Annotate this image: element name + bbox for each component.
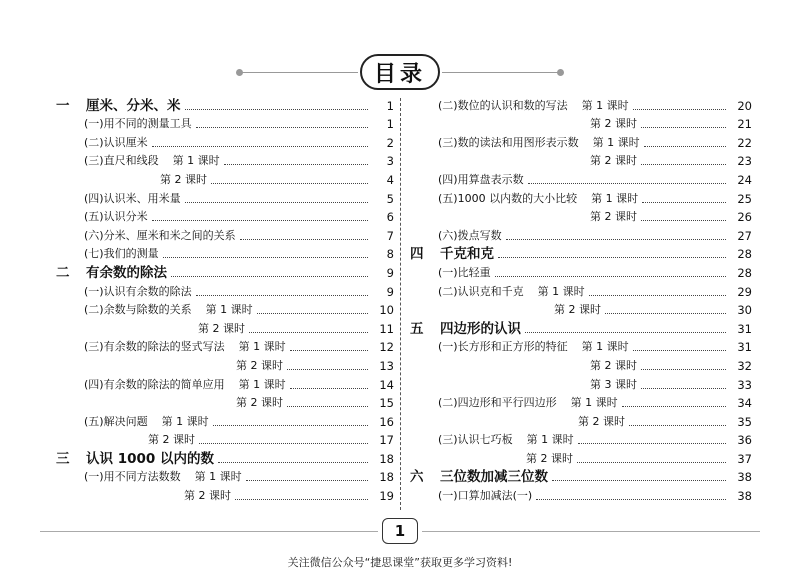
page-number: 12 xyxy=(379,340,394,355)
section-title: (五)1000 以内数的大小比较 xyxy=(438,191,578,205)
page-title: 目录 xyxy=(360,54,440,90)
lesson-label: 第 2 课时 xyxy=(590,210,637,224)
page-number: 9 xyxy=(386,284,394,299)
section-title: (三)直尺和线段 xyxy=(84,154,159,168)
toc-section-row[interactable] xyxy=(56,131,394,150)
toc-chapter-row[interactable] xyxy=(56,261,394,280)
page-number: 5 xyxy=(386,191,394,206)
lesson-label: 第 2 课时 xyxy=(590,154,637,168)
toc-lesson-row[interactable] xyxy=(410,373,752,392)
page-number: 16 xyxy=(379,414,394,429)
dot-leader xyxy=(536,499,726,500)
dot-leader xyxy=(199,443,368,444)
lesson-label: 第 2 课时 xyxy=(236,396,283,410)
section-title: (四)有余数的除法的简单应用 xyxy=(84,377,225,391)
lesson-label: 第 1 课时 xyxy=(592,135,640,149)
lesson-label: 第 2 课时 xyxy=(236,358,283,372)
dot-leader xyxy=(506,239,726,240)
toc-section-row[interactable] xyxy=(56,466,394,485)
page-number: 28 xyxy=(737,247,752,262)
toc-lesson-row[interactable] xyxy=(56,168,394,187)
page-number: 15 xyxy=(379,396,394,411)
toc-lesson-row[interactable] xyxy=(410,150,752,169)
page-number: 33 xyxy=(737,377,752,392)
dot-leader xyxy=(211,183,368,184)
toc-section-row[interactable] xyxy=(56,206,394,225)
page-number: 1 xyxy=(386,98,394,113)
toc-section-row[interactable] xyxy=(56,187,394,206)
page-number: 20 xyxy=(737,98,752,113)
page-number: 22 xyxy=(737,135,752,150)
section-title: (二)认识克和千克 xyxy=(438,284,524,298)
dot-leader xyxy=(249,332,368,333)
dot-leader xyxy=(152,146,368,147)
dot-leader xyxy=(633,350,726,351)
dot-leader xyxy=(235,499,368,500)
dot-leader xyxy=(196,295,368,296)
page-number: 34 xyxy=(737,396,752,411)
chapter-title: 四边形的认识 xyxy=(440,320,521,337)
toc-section-row[interactable] xyxy=(410,187,752,206)
dot-leader xyxy=(224,164,368,165)
section-title: (六)拨点写数 xyxy=(438,228,502,242)
lesson-label: 第 2 课时 xyxy=(554,303,601,317)
page-number: 25 xyxy=(737,191,752,206)
page-number: 17 xyxy=(379,433,394,448)
footer-rule-right xyxy=(422,531,760,532)
toc-lesson-row[interactable] xyxy=(410,354,752,373)
chapter-title: 三位数加减三位数 xyxy=(440,469,548,486)
chapter-number: 五 xyxy=(410,320,424,337)
page-number: 31 xyxy=(737,321,752,336)
toc-lesson-row[interactable] xyxy=(56,484,394,503)
toc-lesson-row[interactable] xyxy=(56,354,394,373)
section-title: (二)认识厘米 xyxy=(84,135,148,149)
section-title: (二)四边形和平行四边形 xyxy=(438,396,557,410)
toc-section-row[interactable] xyxy=(56,224,394,243)
toc-section-row[interactable] xyxy=(56,299,394,318)
page-number: 6 xyxy=(386,210,394,225)
dot-leader xyxy=(287,406,368,407)
dot-leader xyxy=(290,388,368,389)
dot-leader xyxy=(287,369,368,370)
dot-leader xyxy=(605,313,726,314)
lesson-label: 第 3 课时 xyxy=(590,377,637,391)
lesson-label: 第 2 课时 xyxy=(590,117,637,131)
chapter-number: 六 xyxy=(410,469,424,486)
section-title: (一)认识有余数的除法 xyxy=(84,284,192,298)
lesson-label: 第 1 课时 xyxy=(581,98,629,112)
dot-leader xyxy=(240,239,368,240)
page-number-badge: 1 xyxy=(382,518,418,544)
dot-leader xyxy=(185,109,369,110)
dot-leader xyxy=(629,425,726,426)
toc-lesson-row[interactable] xyxy=(410,113,752,132)
section-title: (六)分米、厘米和米之间的关系 xyxy=(84,228,236,242)
lesson-label: 第 1 课时 xyxy=(205,303,253,317)
toc-section-row[interactable] xyxy=(56,410,394,429)
section-title: (一)口算加减法(一) xyxy=(438,489,533,503)
dot-leader xyxy=(641,127,726,128)
toc-section-row[interactable] xyxy=(410,484,752,503)
page-number: 8 xyxy=(386,247,394,262)
dot-leader xyxy=(641,220,726,221)
toc-chapter-row[interactable] xyxy=(56,447,394,466)
section-title: (一)用不同的测量工具 xyxy=(84,117,192,131)
dot-leader xyxy=(552,480,726,481)
dot-leader xyxy=(196,127,368,128)
page-number: 21 xyxy=(737,117,752,132)
section-title: (五)解决问题 xyxy=(84,414,148,428)
section-title: (二)余数与除数的关系 xyxy=(84,303,192,317)
lesson-label: 第 1 课时 xyxy=(537,284,585,298)
page-number: 4 xyxy=(386,172,394,187)
section-title: (二)数位的认识和数的写法 xyxy=(438,98,568,112)
page-number: 23 xyxy=(737,154,752,169)
lesson-label: 第 2 课时 xyxy=(160,172,207,186)
toc-section-row[interactable] xyxy=(410,168,752,187)
page-number: 24 xyxy=(737,172,752,187)
lesson-label: 第 1 课时 xyxy=(172,154,220,168)
section-title: (一)用不同方法数数 xyxy=(84,470,181,484)
toc-section-row[interactable] xyxy=(56,113,394,132)
dot-leader xyxy=(642,202,726,203)
title-rule-dot-left xyxy=(236,69,243,76)
page-number: 7 xyxy=(386,228,394,243)
column-divider xyxy=(400,98,401,510)
lesson-label: 第 1 课时 xyxy=(526,433,574,447)
dot-leader xyxy=(641,388,726,389)
dot-leader xyxy=(185,202,368,203)
lesson-label: 第 1 课时 xyxy=(238,377,286,391)
toc-lesson-row[interactable] xyxy=(410,206,752,225)
lesson-label: 第 1 课时 xyxy=(581,340,629,354)
lesson-label: 第 2 课时 xyxy=(198,321,245,335)
footer-rule-left xyxy=(40,531,378,532)
dot-leader xyxy=(163,257,368,258)
toc-section-row[interactable] xyxy=(56,373,394,392)
page-number: 1 xyxy=(386,117,394,132)
toc-section-row[interactable] xyxy=(410,131,752,150)
page-number: 31 xyxy=(737,340,752,355)
chapter-title: 有余数的除法 xyxy=(86,264,167,281)
page-number: 26 xyxy=(737,210,752,225)
page-number: 29 xyxy=(737,284,752,299)
lesson-label: 第 2 课时 xyxy=(590,358,637,372)
dot-leader xyxy=(578,443,726,444)
toc-section-row[interactable] xyxy=(56,336,394,355)
toc-chapter-row[interactable] xyxy=(410,243,752,262)
lesson-label: 第 2 课时 xyxy=(526,451,573,465)
page-number: 38 xyxy=(737,489,752,504)
section-title: (七)我们的测量 xyxy=(84,247,159,261)
dot-leader xyxy=(644,146,726,147)
toc-section-row[interactable] xyxy=(410,336,752,355)
toc-lesson-row[interactable] xyxy=(410,447,752,466)
page-number: 30 xyxy=(737,303,752,318)
lesson-label: 第 2 课时 xyxy=(184,489,231,503)
lesson-label: 第 1 课时 xyxy=(570,396,618,410)
lesson-label: 第 1 课时 xyxy=(161,414,209,428)
page-number: 35 xyxy=(737,414,752,429)
section-title: (五)认识分米 xyxy=(84,210,148,224)
toc-lesson-row[interactable] xyxy=(410,410,752,429)
chapter-number: 四 xyxy=(410,246,424,263)
lesson-label: 第 2 课时 xyxy=(148,433,195,447)
toc-section-row[interactable] xyxy=(410,429,752,448)
toc-lesson-row[interactable] xyxy=(56,392,394,411)
dot-leader xyxy=(641,369,726,370)
section-title: (四)认识米、用米量 xyxy=(84,191,181,205)
chapter-number: 二 xyxy=(56,264,70,281)
lesson-label: 第 1 课时 xyxy=(238,340,286,354)
toc-lesson-row[interactable] xyxy=(56,317,394,336)
page-number: 3 xyxy=(386,154,394,169)
page-number: 32 xyxy=(737,358,752,373)
toc-section-row[interactable] xyxy=(56,150,394,169)
dot-leader xyxy=(498,257,726,258)
dot-leader xyxy=(622,406,726,407)
dot-leader xyxy=(633,109,726,110)
chapter-title: 厘米、分米、米 xyxy=(86,97,181,114)
page-number: 14 xyxy=(379,377,394,392)
page-number: 18 xyxy=(379,470,394,485)
dot-leader xyxy=(213,425,368,426)
dot-leader xyxy=(495,276,726,277)
toc-section-row[interactable] xyxy=(410,280,752,299)
toc-section-row[interactable] xyxy=(410,94,752,113)
title-rule-dot-right xyxy=(557,69,564,76)
toc-chapter-row[interactable] xyxy=(410,317,752,336)
chapter-title: 千克和克 xyxy=(440,246,494,263)
page-number: 38 xyxy=(737,470,752,485)
toc-section-row[interactable] xyxy=(410,392,752,411)
title-rule-right xyxy=(442,72,560,73)
page-number: 2 xyxy=(386,135,394,150)
page-number: 28 xyxy=(737,265,752,280)
dot-leader xyxy=(218,462,368,463)
page-number: 36 xyxy=(737,433,752,448)
dot-leader xyxy=(171,276,368,277)
page-number: 10 xyxy=(379,303,394,318)
page-number: 13 xyxy=(379,358,394,373)
dot-leader xyxy=(641,164,726,165)
title-rule-left xyxy=(240,72,358,73)
section-title: (三)数的读法和用图形表示数 xyxy=(438,135,579,149)
page-number: 9 xyxy=(386,265,394,280)
dot-leader xyxy=(589,295,726,296)
dot-leader xyxy=(246,480,368,481)
toc-right-column xyxy=(410,94,752,503)
page-number: 18 xyxy=(379,451,394,466)
dot-leader xyxy=(577,462,726,463)
toc-chapter-row[interactable] xyxy=(56,94,394,113)
lesson-label: 第 2 课时 xyxy=(578,414,625,428)
section-title: (四)用算盘表示数 xyxy=(438,172,524,186)
section-title: (三)认识七巧板 xyxy=(438,433,513,447)
dot-leader xyxy=(525,332,726,333)
chapter-title: 认识 1000 以内的数 xyxy=(86,450,214,467)
toc-section-row[interactable] xyxy=(56,280,394,299)
page-number: 37 xyxy=(737,451,752,466)
toc-chapter-row[interactable] xyxy=(410,466,752,485)
chapter-number: 一 xyxy=(56,97,70,114)
page-number: 19 xyxy=(379,489,394,504)
lesson-label: 第 1 课时 xyxy=(194,470,242,484)
toc-lesson-row[interactable] xyxy=(56,429,394,448)
page-number: 27 xyxy=(737,228,752,243)
toc-section-row[interactable] xyxy=(410,224,752,243)
dot-leader xyxy=(257,313,368,314)
toc-left-column xyxy=(56,94,394,503)
section-title: (一)比轻重 xyxy=(438,265,491,279)
toc-lesson-row[interactable] xyxy=(410,299,752,318)
dot-leader xyxy=(152,220,368,221)
section-title: (一)长方形和正方形的特征 xyxy=(438,340,568,354)
section-title: (三)有余数的除法的竖式写法 xyxy=(84,340,225,354)
toc-section-row[interactable] xyxy=(410,261,752,280)
chapter-number: 三 xyxy=(56,450,70,467)
lesson-label: 第 1 课时 xyxy=(591,191,639,205)
dot-leader xyxy=(290,350,368,351)
footer-note: 关注微信公众号“捷思课堂”获取更多学习资料! xyxy=(287,556,513,569)
toc-section-row[interactable] xyxy=(56,243,394,262)
page-number: 11 xyxy=(379,321,394,336)
dot-leader xyxy=(528,183,726,184)
